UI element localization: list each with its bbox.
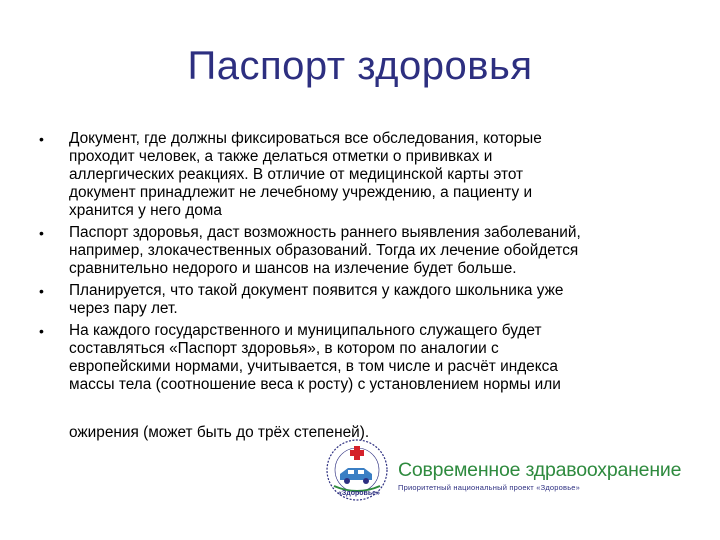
bullet-line: составляться «Паспорт здоровья», в котором по аналогии с xyxy=(69,340,499,357)
bullet-dot: • xyxy=(39,225,44,241)
bullet-line: Паспорт здоровья, даст возможность раннего выявления заболеваний, xyxy=(69,224,581,241)
bullet-dot: • xyxy=(39,323,44,339)
logo-title: Современное здравоохранение xyxy=(398,459,682,481)
bullet-line: аллергических реакциях. В отличие от медицинской карты этот xyxy=(69,166,524,183)
bullet-item xyxy=(36,282,686,318)
bullet-line: через пару лет. xyxy=(69,300,178,317)
bullet-line: массы тела (соотношение веса к росту) с установлением нормы или xyxy=(69,376,561,393)
logo-text-block xyxy=(398,459,698,492)
bullet-dot: • xyxy=(39,283,44,299)
emblem-label: «Здоровье» xyxy=(338,490,380,497)
logo-subtitle: Приоритетный национальный проект «Здоровье» xyxy=(398,483,581,492)
bullet-dot: • xyxy=(39,131,44,147)
bullet-line: сравнительно недорого и шансов на излечение будет больше. xyxy=(69,260,517,277)
bullet-line: европейскими нормами, учитывается, в том числе и расчёт индекса xyxy=(69,358,558,375)
bullet-line: Планируется, что такой документ появится у каждого школьника уже xyxy=(69,282,564,299)
bullet-item xyxy=(36,322,686,394)
slide-title: Паспорт здоровья xyxy=(187,44,533,88)
bullet-line: например, злокачественных образований. Тогда их лечение обойдется xyxy=(69,242,579,259)
bullet-line: Документ, где должны фиксироваться все обследования, которые xyxy=(69,130,542,147)
bullet-item xyxy=(36,130,686,220)
bullet-item xyxy=(36,224,686,278)
bullet-line: документ принадлежит не лечебному учреждению, а пациенту и xyxy=(69,184,533,201)
bullet-line: проходит человек, а также делаться отметки о прививках и xyxy=(69,148,493,165)
bullet-line: хранится у него дома xyxy=(69,202,222,219)
bullet-line: На каждого государственного и муниципального служащего будет xyxy=(69,322,542,339)
bullet-list xyxy=(36,130,686,398)
bullet-continuation-line: ожирения (может быть до трёх степеней). xyxy=(69,424,370,441)
